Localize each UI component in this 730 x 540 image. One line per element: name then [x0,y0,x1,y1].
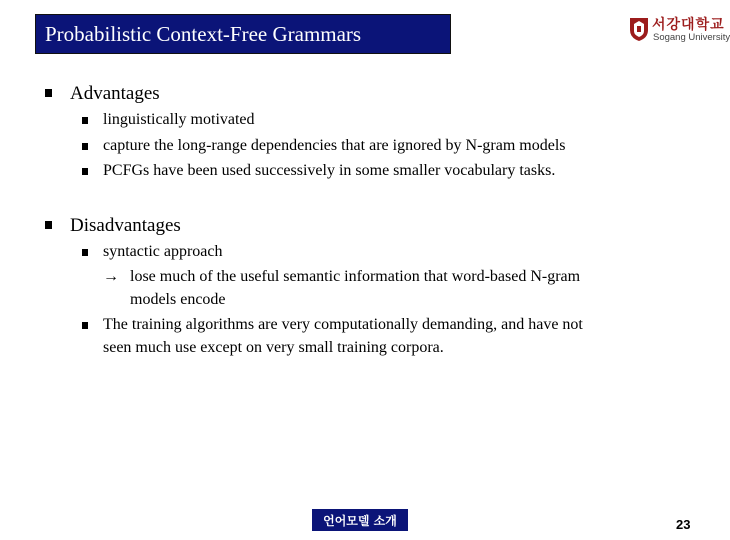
section-heading-disadvantages: Disadvantages [70,215,181,236]
disadvantage-item-line: The training algorithms are very computationally demanding, and have not [103,316,583,333]
continuation-line: models encode [130,291,226,308]
slide-title: Probabilistic Context-Free Grammars [45,21,362,46]
disadvantage-item-line: seen much use except on very small training corpora. [103,339,444,356]
university-logo [628,14,730,46]
section-bullet [45,89,52,97]
page-number: 23 [676,517,691,532]
disadvantage-item: syntactic approach [103,243,223,260]
section-bullet [45,221,52,229]
item-bullet [82,322,88,329]
arrow-glyph: → [103,268,119,285]
advantage-item: linguistically motivated [103,111,255,128]
item-bullet [82,168,88,175]
footer-label: 언어모델 소개 [312,509,408,531]
logo-english-text: Sogang University [653,32,730,43]
continuation-line: lose much of the useful semantic information that word-based N-gram [130,268,581,285]
item-bullet [82,117,88,124]
item-bullet [82,143,88,150]
advantage-item: capture the long-range dependencies that are ignored by N-gram models [103,137,566,154]
logo-korean-text: 서강대학교 [652,17,725,33]
slide-title-bar [35,14,451,54]
item-bullet [82,249,88,256]
advantage-item: PCFGs have been used successively in some smaller vocabulary tasks. [103,162,556,179]
section-heading-advantages: Advantages [70,83,160,104]
university-seal-icon [628,16,650,42]
